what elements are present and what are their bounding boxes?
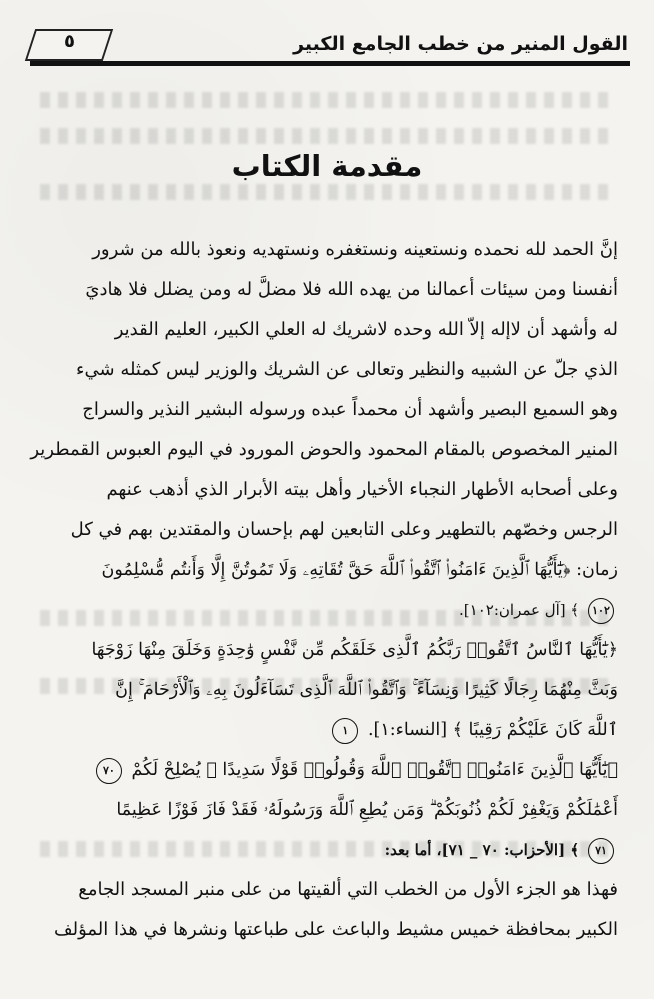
text-line: وهو السميع البصير وأشهد أن محمداً عبده ورسوله البشير النذير والسراج: [82, 399, 618, 420]
text-line: الذي جلّ عن الشبيه والنظير وتعالى عن الشريك والوزير ليس كمثله شيء: [76, 359, 618, 380]
quran-reference: [34, 830, 618, 870]
verse-marker: ٧٠: [96, 758, 122, 784]
text-line: وعلى أصحابه الأطهار النجباء الأخيار وأهل بيته الأبرار الذي أذهب عنهم: [106, 479, 618, 500]
verse-marker: ٧١: [588, 838, 614, 864]
text-line: أنفسنا ومن سيئات أعمالنا من يهده الله فلا مضلَّ له ومن يضلل فلا هاديَ: [85, 279, 618, 300]
verse-text: ﴿يَٰٓأَيُّهَا ٱلَّذِينَ ءَامَنُوا۟ ٱتَّقُوا۟ ٱللَّهَ وَقُولُوا۟ قَوْلًا سَدِيدًا ﴾ يُصْلِحْ لَكُمْ: [131, 760, 618, 780]
header-rule: [30, 61, 630, 66]
text-line: إنَّ الحمد لله نحمده ونستعينه ونستغفره ونستهديه ونعوذ بالله من شرور: [92, 239, 618, 260]
reference-text: ٱللَّهَ كَانَ عَلَيْكُمْ رَقِيبًا ﴾ [النساء:١].: [367, 720, 618, 740]
quran-reference: [34, 590, 618, 630]
text-line: المنير المخصوص بالمقام المحمود والحوض المورود في اليوم العبوس القمطرير: [30, 439, 618, 460]
quran-reference: [34, 710, 618, 750]
running-title: القول المنير من خطب الجامع الكبير: [293, 33, 628, 55]
page-bleed-top-3: [40, 184, 614, 200]
page-bleed-top-2: [40, 128, 614, 144]
quran-line: أَعْمَٰلَكُمْ وَيَغْفِرْ لَكُمْ ذُنُوبَكُمْ ۗ وَمَن يُطِعِ ٱللَّهَ وَرَسُولَهُۥ فَقَدْ فَازَ فَوْزًا عَظِيمًا: [116, 800, 618, 820]
quran-line: زمان: ﴿يَٰٓأَيُّهَا ٱلَّذِينَ ءَامَنُوا۟ ٱتَّقُوا۟ ٱللَّهَ حَقَّ تُقَاتِهِۦ وَلَا تَمُوتُنَّ إِلَّا وَأَنتُم مُّسْلِمُونَ: [101, 560, 618, 580]
reference-text: ﴾ [آل عمران:١٠٢].: [459, 601, 580, 619]
quran-line: [34, 750, 618, 790]
verse-marker: ١٠٢: [588, 598, 614, 624]
verse-marker: ١: [332, 718, 358, 744]
page-bleed-top: [40, 92, 614, 108]
text-line: الكبير بمحافظة خميس مشيط والباعث على طباعتها ونشرها في هذا المؤلف: [53, 919, 618, 940]
main-text: [30, 230, 618, 950]
text-line: الرجس وخصّهم بالتطهير وعلى التابعين لهم بإحسان والمقتدين بهم في كل: [70, 519, 618, 540]
text-line: فهذا هو الجزء الأول من الخطب التي ألقيتها من على منبر المسجد الجامع: [78, 879, 618, 900]
page-number: ٥: [64, 31, 75, 52]
quran-line: ﴿يَٰٓأَيُّهَا ٱلنَّاسُ ٱتَّقُوا۟ رَبَّكُمُ ٱلَّذِى خَلَقَكُم مِّن نَّفْسٍ وَٰحِدَةٍ وَخَلَقَ مِنْهَا زَوْجَهَا: [91, 640, 618, 660]
reference-text: ﴾ [الأحزاب: ٧٠ _ ٧١]، أما بعد:: [384, 841, 580, 859]
text-line: له وأشهد أن لاإله إلاّ الله وحده لاشريك له العلي الكبير، العليم القدير: [114, 319, 618, 340]
section-title: مقدمة الكتاب: [231, 149, 423, 183]
quran-line: وَبَثَّ مِنْهُمَا رِجَالًا كَثِيرًا وَنِسَآءً ۚ وَٱتَّقُوا۟ ٱللَّهَ ٱلَّذِى تَسَآءَلُونَ بِهِۦ وَٱلْأَرْحَامَ ۚ إِنَّ: [115, 680, 618, 700]
